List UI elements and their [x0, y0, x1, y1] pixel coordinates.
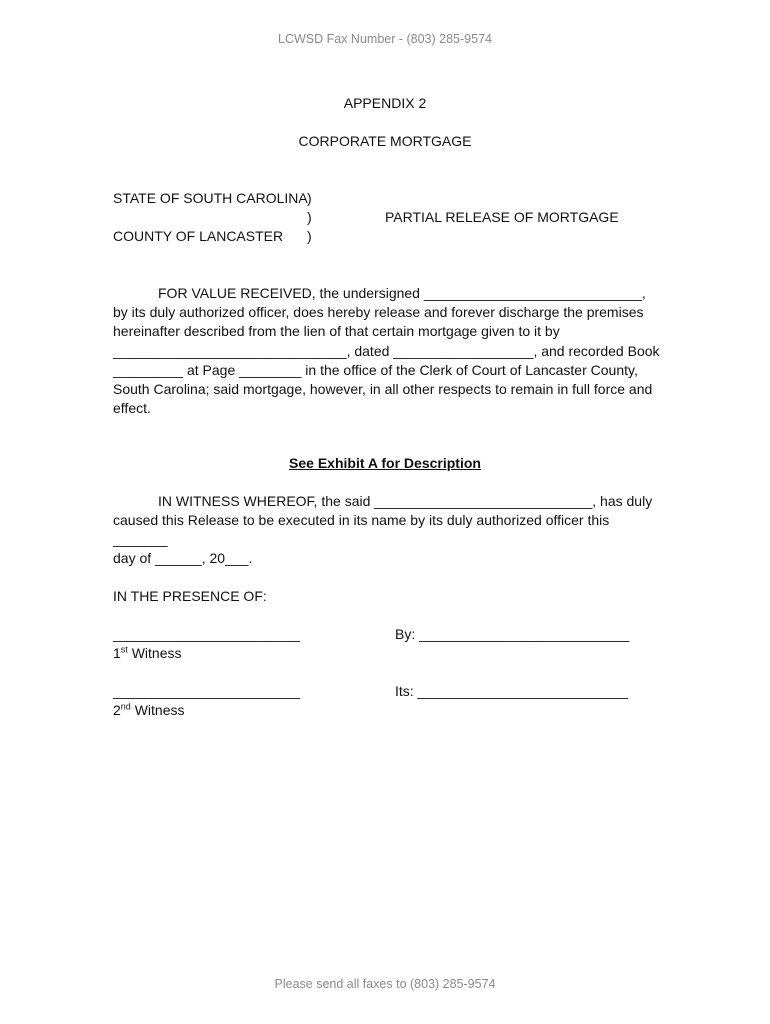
paragraph-line: South Carolina; said mortgage, however, in all other respects to remain in full force and: [113, 381, 653, 398]
state-label: STATE OF SOUTH CAROLINA: [113, 190, 308, 206]
exhibit-heading: See Exhibit A for Description: [289, 455, 481, 471]
paragraph-line: IN WITNESS WHEREOF, the said ____________________________, has duly: [158, 493, 653, 509]
by-signature-line: By: ___________________________: [395, 626, 630, 642]
witness-paragraph: [113, 492, 658, 550]
paragraph-line: effect.: [113, 400, 151, 417]
caption-paren: ): [307, 190, 312, 206]
witness2-text: Witness: [130, 702, 185, 718]
paragraph-line: by its duly authorized officer, does hereby release and forever discharge the premises: [113, 304, 644, 321]
witness1-label: [113, 644, 182, 663]
witness1-number: 1: [113, 645, 121, 661]
witness1-ordinal: st: [120, 644, 128, 655]
witness1-text: Witness: [127, 645, 182, 661]
witness2-ordinal: nd: [120, 701, 131, 712]
county-label: COUNTY OF LANCASTER: [113, 228, 284, 244]
document-subtitle: CORPORATE MORTGAGE: [298, 133, 472, 149]
paragraph-line: hereinafter described from the lien of that certain mortgage given to it by: [113, 323, 560, 340]
paragraph-line: FOR VALUE RECEIVED, the undersigned ____________________________,: [158, 285, 646, 301]
paragraph-line: _______: [113, 531, 168, 548]
fax-header: LCWSD Fax Number - (803) 285-9574: [278, 32, 492, 46]
witness2-label: [113, 701, 185, 720]
release-paragraph: [113, 284, 658, 418]
fax-footer: Please send all faxes to (803) 285-9574: [274, 977, 496, 991]
witness1-signature-line: ________________________: [113, 626, 300, 642]
paragraph-line: caused this Release to be executed in its name by its duly authorized officer this: [113, 512, 610, 529]
caption-paren: ): [307, 228, 312, 244]
day-line: day of ______, 20___.: [113, 550, 253, 566]
release-title: PARTIAL RELEASE OF MORTGAGE: [385, 209, 619, 225]
paragraph-line: ______________________________, dated __________________, and recorded Book: [113, 342, 660, 359]
its-signature-line: Its: ___________________________: [395, 683, 628, 699]
witness2-signature-line: ________________________: [113, 683, 300, 699]
presence-label: IN THE PRESENCE OF:: [113, 588, 267, 604]
witness2-number: 2: [113, 702, 121, 718]
caption-paren: ): [307, 209, 312, 225]
paragraph-line: _________ at Page ________ in the office of the Clerk of Court of Lancaster County,: [113, 361, 638, 378]
appendix-title: APPENDIX 2: [343, 95, 427, 111]
